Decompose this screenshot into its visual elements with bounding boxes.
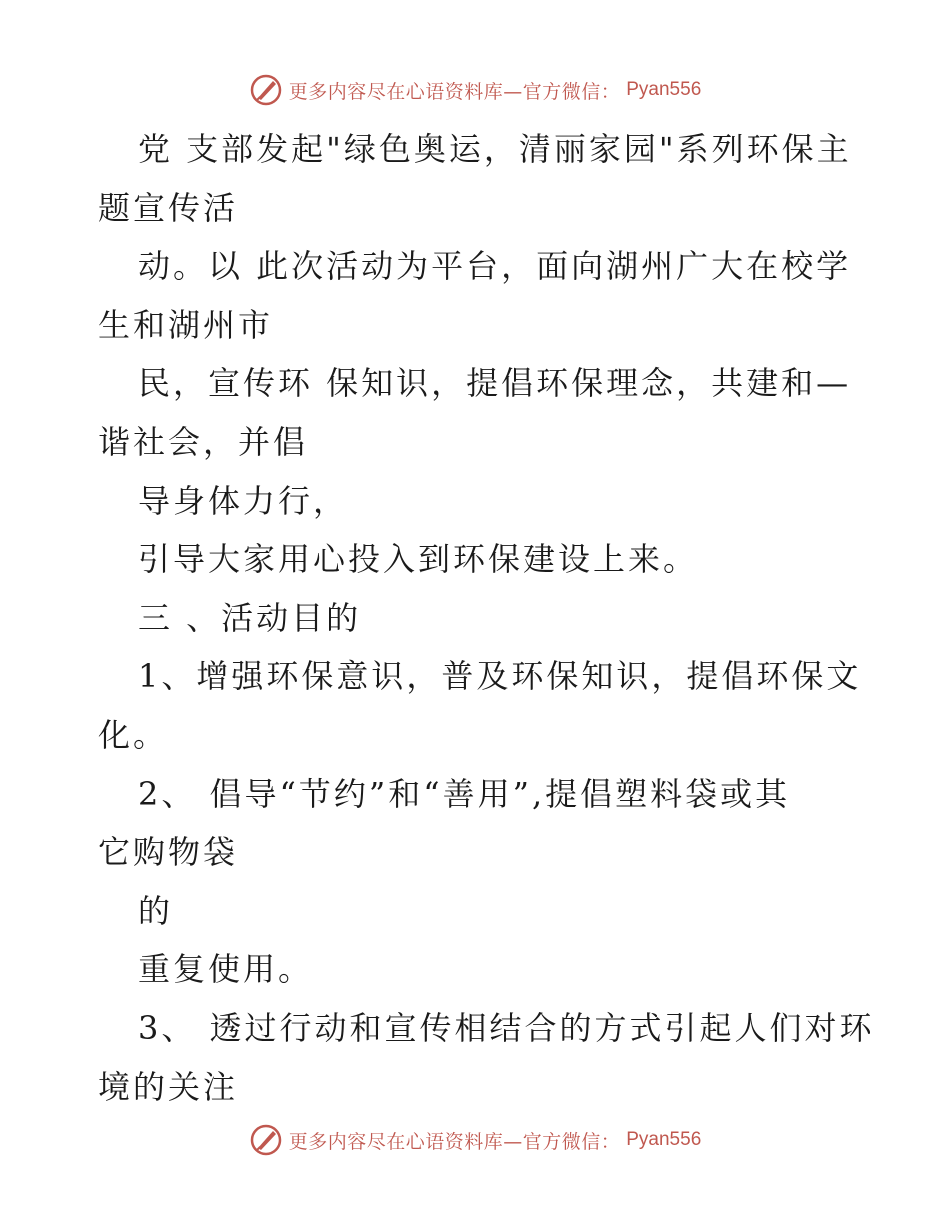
body-line: 党 支部发起"绿色奥运，清丽家园"系列环保主 [138, 130, 852, 168]
body-line: 导身体力行， [138, 481, 349, 520]
section-heading: 三 、活动目的 [138, 598, 362, 637]
list-item: 1、增强环保意识，普及环保知识，提倡环保文 [138, 657, 862, 696]
body-line: 化。 [98, 715, 169, 754]
watermark-text: 更多内容尽在心语资料库—官方微信： [288, 1130, 621, 1153]
watermark-wechat-id: Pyan556 [626, 1129, 702, 1150]
list-item: 3、 透过行动和宣传相结合的方式引起人们对环 [138, 1008, 875, 1047]
quill-pen-icon [249, 73, 283, 107]
body-line: 谐社会，并倡 [98, 422, 309, 461]
quill-pen-icon [249, 1123, 283, 1157]
watermark-wechat-id: Pyan556 [626, 79, 702, 100]
watermark-text: 更多内容尽在心语资料库—官方微信： [288, 80, 621, 103]
body-line: 重复使用。 [138, 950, 314, 989]
body-line: 生和湖州市 [98, 305, 274, 344]
body-line: 境的关注 [98, 1067, 239, 1106]
list-item: 2、 倡导“节约”和“善用”,提倡塑料袋或其 [138, 774, 791, 813]
body-line: 的 [138, 891, 174, 930]
body-line: 民，宣传环 保知识，提倡环保理念，共建和— [138, 364, 852, 403]
body-line: 它购物袋 [98, 833, 239, 872]
footer-watermark [0, 1120, 950, 1160]
body-line: 引导大家用心投入到环保建设上来。 [138, 540, 699, 579]
header-watermark [0, 70, 950, 110]
document-body [98, 120, 875, 1116]
body-line: 题宣传活 [98, 188, 239, 227]
body-line: 动。以 此次活动为平台，面向湖州广大在校学 [138, 247, 852, 286]
